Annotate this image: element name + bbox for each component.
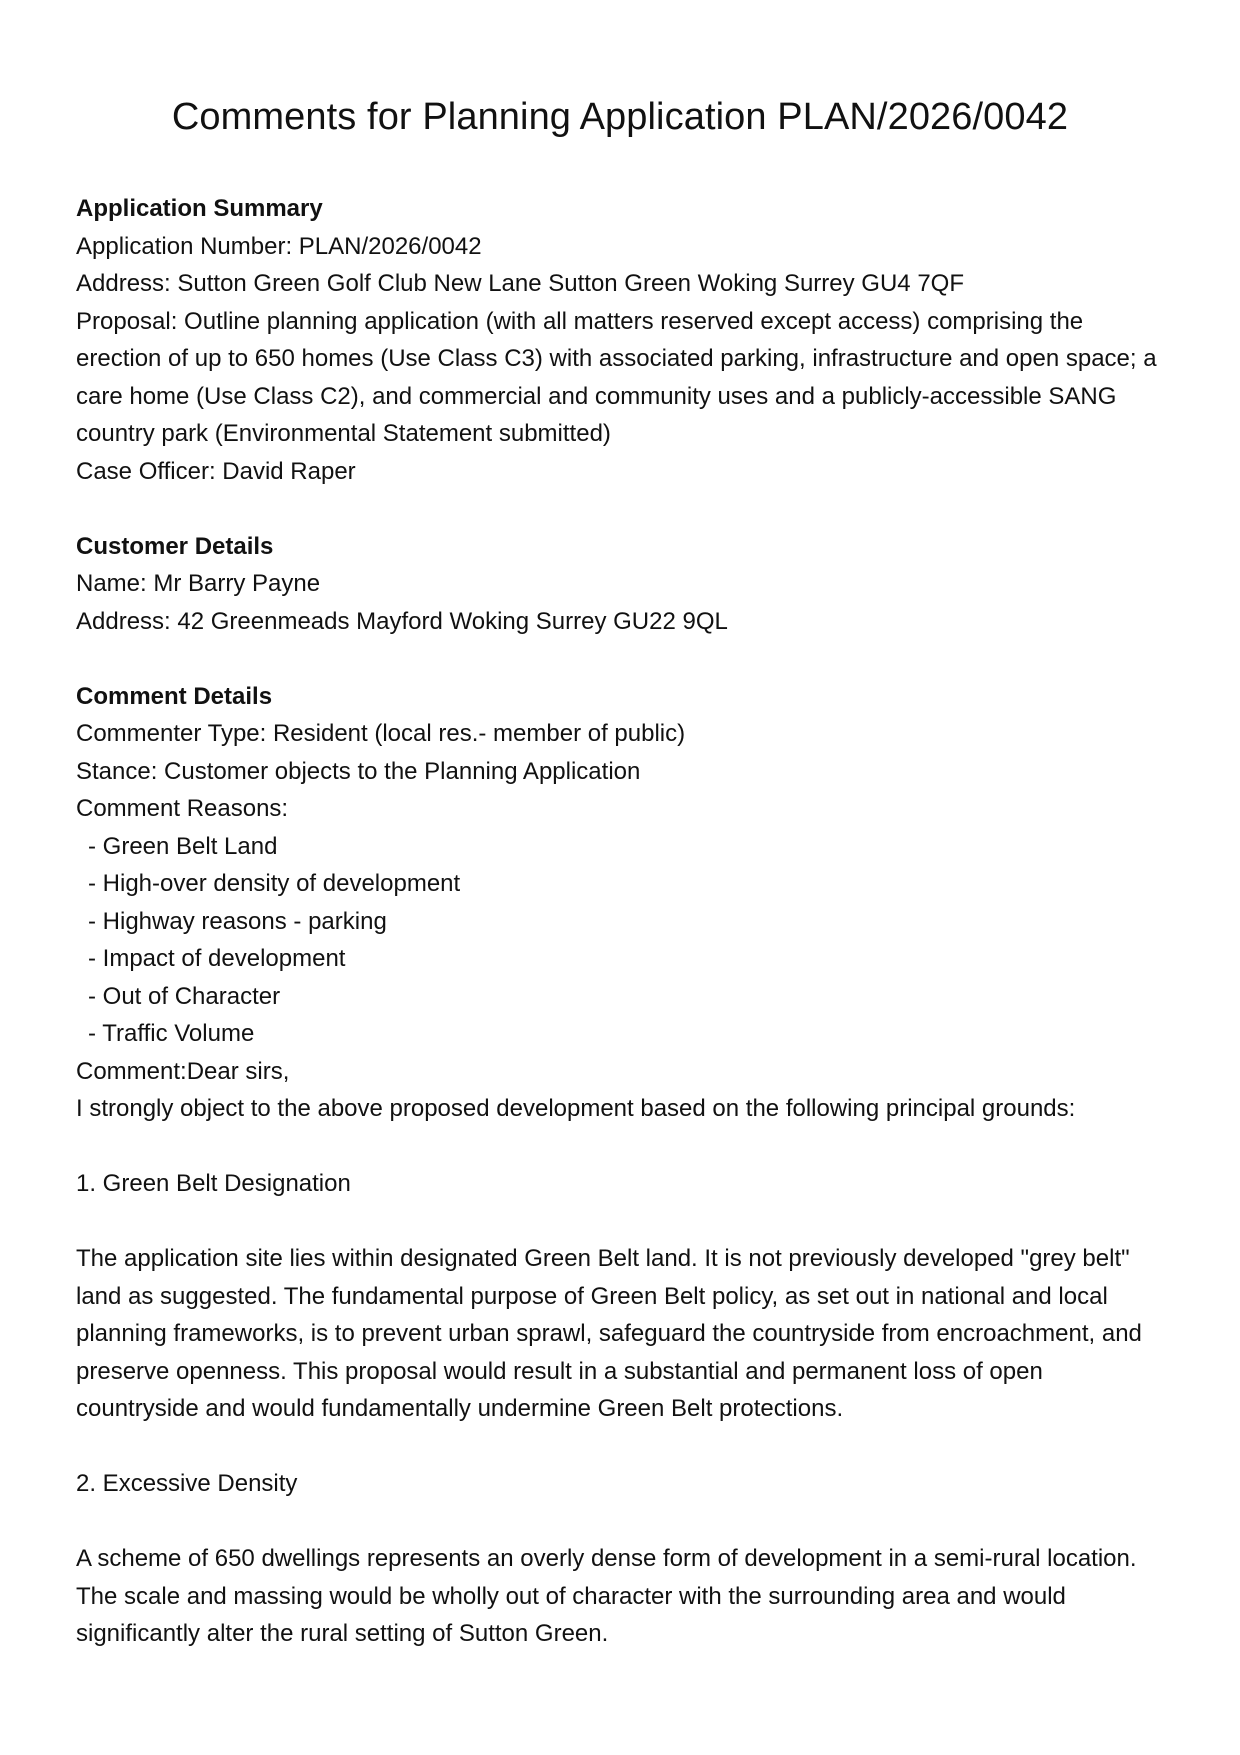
customer-address: Address: 42 Greenmeads Mayford Woking Surrey GU22 9QL bbox=[76, 607, 728, 635]
customer-name: Name: Mr Barry Payne bbox=[76, 570, 321, 597]
point-2-heading: 2. Excessive Density bbox=[76, 1470, 298, 1497]
comment-intro: Comment:Dear sirs, bbox=[76, 1057, 290, 1085]
application-proposal: Proposal: Outline planning application (with all matters reserved except access) comprising the erection of up to 650 homes (Use Class C3) with associated parking, infrastructure and open space; a care home (Use Class C2), and commercial and community uses and a publicly-accessible SANG country park (Environmental Statement submitted) bbox=[76, 307, 1164, 447]
application-address: Address: Sutton Green Golf Club New Lane Sutton Green Woking Surrey GU4 7QF bbox=[76, 270, 964, 297]
point-2-text: A scheme of 650 dwellings represents an overly dense form of development in a semi-rural location. The scale and massing would be wholly out of character with the surrounding area and would significantly alter the rural setting of Sutton Green. bbox=[76, 1545, 1137, 1647]
comment-details-section bbox=[76, 678, 1164, 1653]
comment-reason-item: - Out of Character bbox=[88, 982, 281, 1010]
comment-reason-item: - Green Belt Land bbox=[88, 832, 278, 860]
comment-reason-item: - High-over density of development bbox=[88, 870, 461, 897]
application-number: Application Number: PLAN/2026/0042 bbox=[76, 232, 482, 260]
point-1-heading: 1. Green Belt Designation bbox=[76, 1170, 351, 1197]
customer-details-section bbox=[76, 528, 1164, 641]
customer-details-heading: Customer Details bbox=[76, 532, 274, 560]
application-summary-heading: Application Summary bbox=[76, 195, 323, 222]
comment-reason-item: - Highway reasons - parking bbox=[88, 907, 387, 935]
application-summary-section bbox=[76, 190, 1164, 490]
stance: Stance: Customer objects to the Planning Application bbox=[76, 757, 641, 785]
point-1-text: The application site lies within designated Green Belt land. It is not previously developed "grey belt" land as suggested. The fundamental purpose of Green Belt policy, as set out in national and local planning frameworks, is to prevent urban sprawl, safeguard the countryside from encroachment, and preserve openness. This proposal would result in a substantial and permanent loss of open countryside and would fundamentally undermine Green Belt protections. bbox=[76, 1245, 1142, 1422]
commenter-type: Commenter Type: Resident (local res.- member of public) bbox=[76, 720, 686, 747]
page-title: Comments for Planning Application PLAN/2026/0042 bbox=[171, 96, 1069, 138]
comment-reasons-label: Comment Reasons: bbox=[76, 795, 289, 822]
comment-lead: I strongly object to the above proposed development based on the following principal grounds: bbox=[76, 1095, 1076, 1122]
comment-reason-item: - Traffic Volume bbox=[88, 1020, 255, 1047]
comment-reason-item: - Impact of development bbox=[88, 945, 346, 972]
case-officer: Case Officer: David Raper bbox=[76, 457, 356, 485]
comment-details-heading: Comment Details bbox=[76, 682, 273, 710]
